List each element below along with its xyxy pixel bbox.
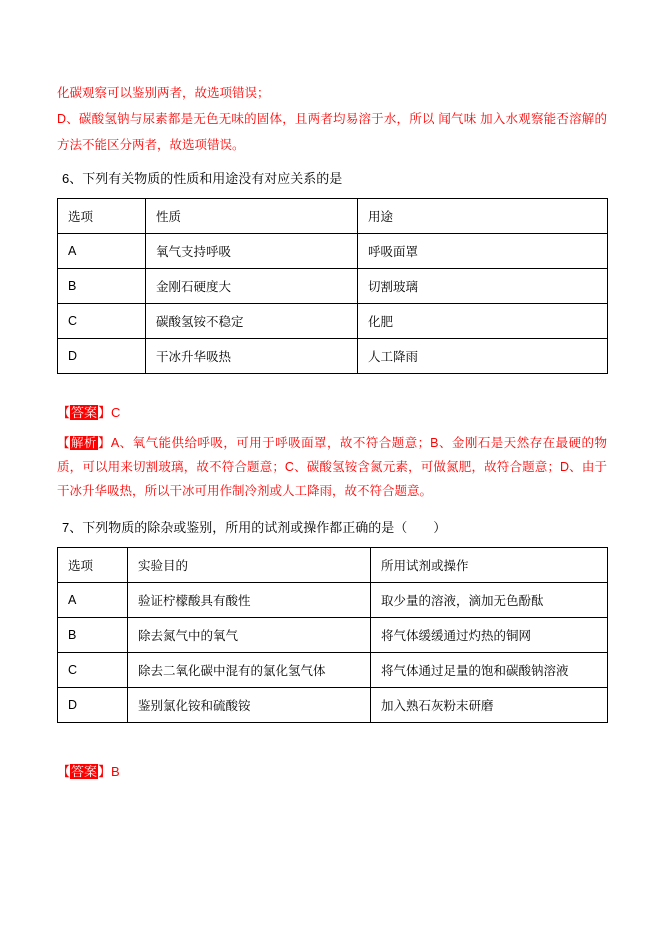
- q7-row-c-purpose: 除去二氧化碳中混有的氯化氢气体: [128, 653, 371, 688]
- table-row: [58, 688, 608, 723]
- question-7-answer: [57, 763, 607, 781]
- q6-row-d-option: D: [58, 339, 146, 374]
- question-6-title: 6、下列有关物质的性质和用途没有对应关系的是: [62, 171, 343, 186]
- bracket-open: 【: [57, 436, 70, 450]
- question-7-table: [57, 547, 608, 723]
- q6-header-use: 用途: [358, 199, 608, 234]
- q7-header-purpose: 实验目的: [128, 548, 371, 583]
- answer-tag: 答案: [71, 764, 98, 779]
- q7-row-a-purpose: 验证柠檬酸具有酸性: [128, 583, 371, 618]
- question-7-title: 7、下列物质的除杂或鉴别，所用的试剂或操作都正确的是（ ）: [62, 520, 447, 535]
- question-6-analysis: [57, 431, 607, 503]
- q7-row-a-option: A: [58, 583, 128, 618]
- bracket-close: 】: [98, 764, 112, 779]
- q7-row-d-option: D: [58, 688, 128, 723]
- q7-row-b-option: B: [58, 618, 128, 653]
- table-row: [58, 304, 608, 339]
- bracket-open: 【: [57, 405, 71, 420]
- answer-tag: 答案: [71, 405, 98, 420]
- q6-row-a-option: A: [58, 234, 146, 269]
- bracket-close: 】: [97, 436, 111, 450]
- q7-row-a-reagent: 取少量的溶液，滴加无色酚酞: [371, 583, 608, 618]
- q7-header-reagent: 所用试剂或操作: [371, 548, 608, 583]
- table-row: [58, 583, 608, 618]
- q7-row-d-purpose: 鉴别氯化铵和硫酸铵: [128, 688, 371, 723]
- analysis-text: A、氧气能供给呼吸，可用于呼吸面罩，故不符合题意；B、金刚石是天然存在最硬的物质，可以用来切割玻璃，故不符合题意；C、碳酸氢铵含氮元素，可做氮肥，故符合题意；D、由于干冰升华吸热，所以干冰可用作制冷剂或人工降雨，故不符合题意。: [57, 436, 607, 498]
- q6-header-option: 选项: [58, 199, 146, 234]
- q6-row-c-property: 碳酸氢铵不稳定: [146, 304, 358, 339]
- q7-row-b-reagent: 将气体缓缓通过灼热的铜网: [371, 618, 608, 653]
- table-header-row: [58, 548, 608, 583]
- table-row: [58, 234, 608, 269]
- q6-row-b-property: 金刚石硬度大: [146, 269, 358, 304]
- q7-row-c-option: C: [58, 653, 128, 688]
- q6-row-c-use: 化肥: [358, 304, 608, 339]
- answer-value: B: [111, 764, 120, 779]
- q6-row-a-use: 呼吸面罩: [358, 234, 608, 269]
- table-row: [58, 269, 608, 304]
- question-6-table: [57, 198, 608, 374]
- q6-row-d-use: 人工降雨: [358, 339, 608, 374]
- q7-row-b-purpose: 除去氮气中的氧气: [128, 618, 371, 653]
- q7-header-option: 选项: [58, 548, 128, 583]
- table-row: [58, 618, 608, 653]
- q7-row-c-reagent: 将气体通过足量的饱和碳酸钠溶液: [371, 653, 608, 688]
- q6-row-b-option: B: [58, 269, 146, 304]
- bracket-close: 】: [98, 405, 112, 420]
- table-header-row: [58, 199, 608, 234]
- answer-value: C: [111, 405, 121, 420]
- q6-row-b-use: 切割玻璃: [358, 269, 608, 304]
- table-row: [58, 653, 608, 688]
- bracket-open: 【: [57, 764, 71, 779]
- q6-row-a-property: 氧气支持呼吸: [146, 234, 358, 269]
- prev-analysis-option-d: D、碳酸氢钠与尿素都是无色无味的固体，且两者均易溶于水，所以 闻气味 加入水观察能否溶解的方法不能区分两者，故选项错误。: [57, 112, 607, 152]
- question-6-answer: [57, 404, 607, 422]
- prev-analysis-tail: 化碳观察可以鉴别两者，故选项错误；: [57, 86, 270, 100]
- table-row: [58, 339, 608, 374]
- q6-header-property: 性质: [146, 199, 358, 234]
- analysis-tag: 解析: [70, 436, 97, 450]
- q6-row-c-option: C: [58, 304, 146, 339]
- q7-row-d-reagent: 加入熟石灰粉末研磨: [371, 688, 608, 723]
- q6-row-d-property: 干冰升华吸热: [146, 339, 358, 374]
